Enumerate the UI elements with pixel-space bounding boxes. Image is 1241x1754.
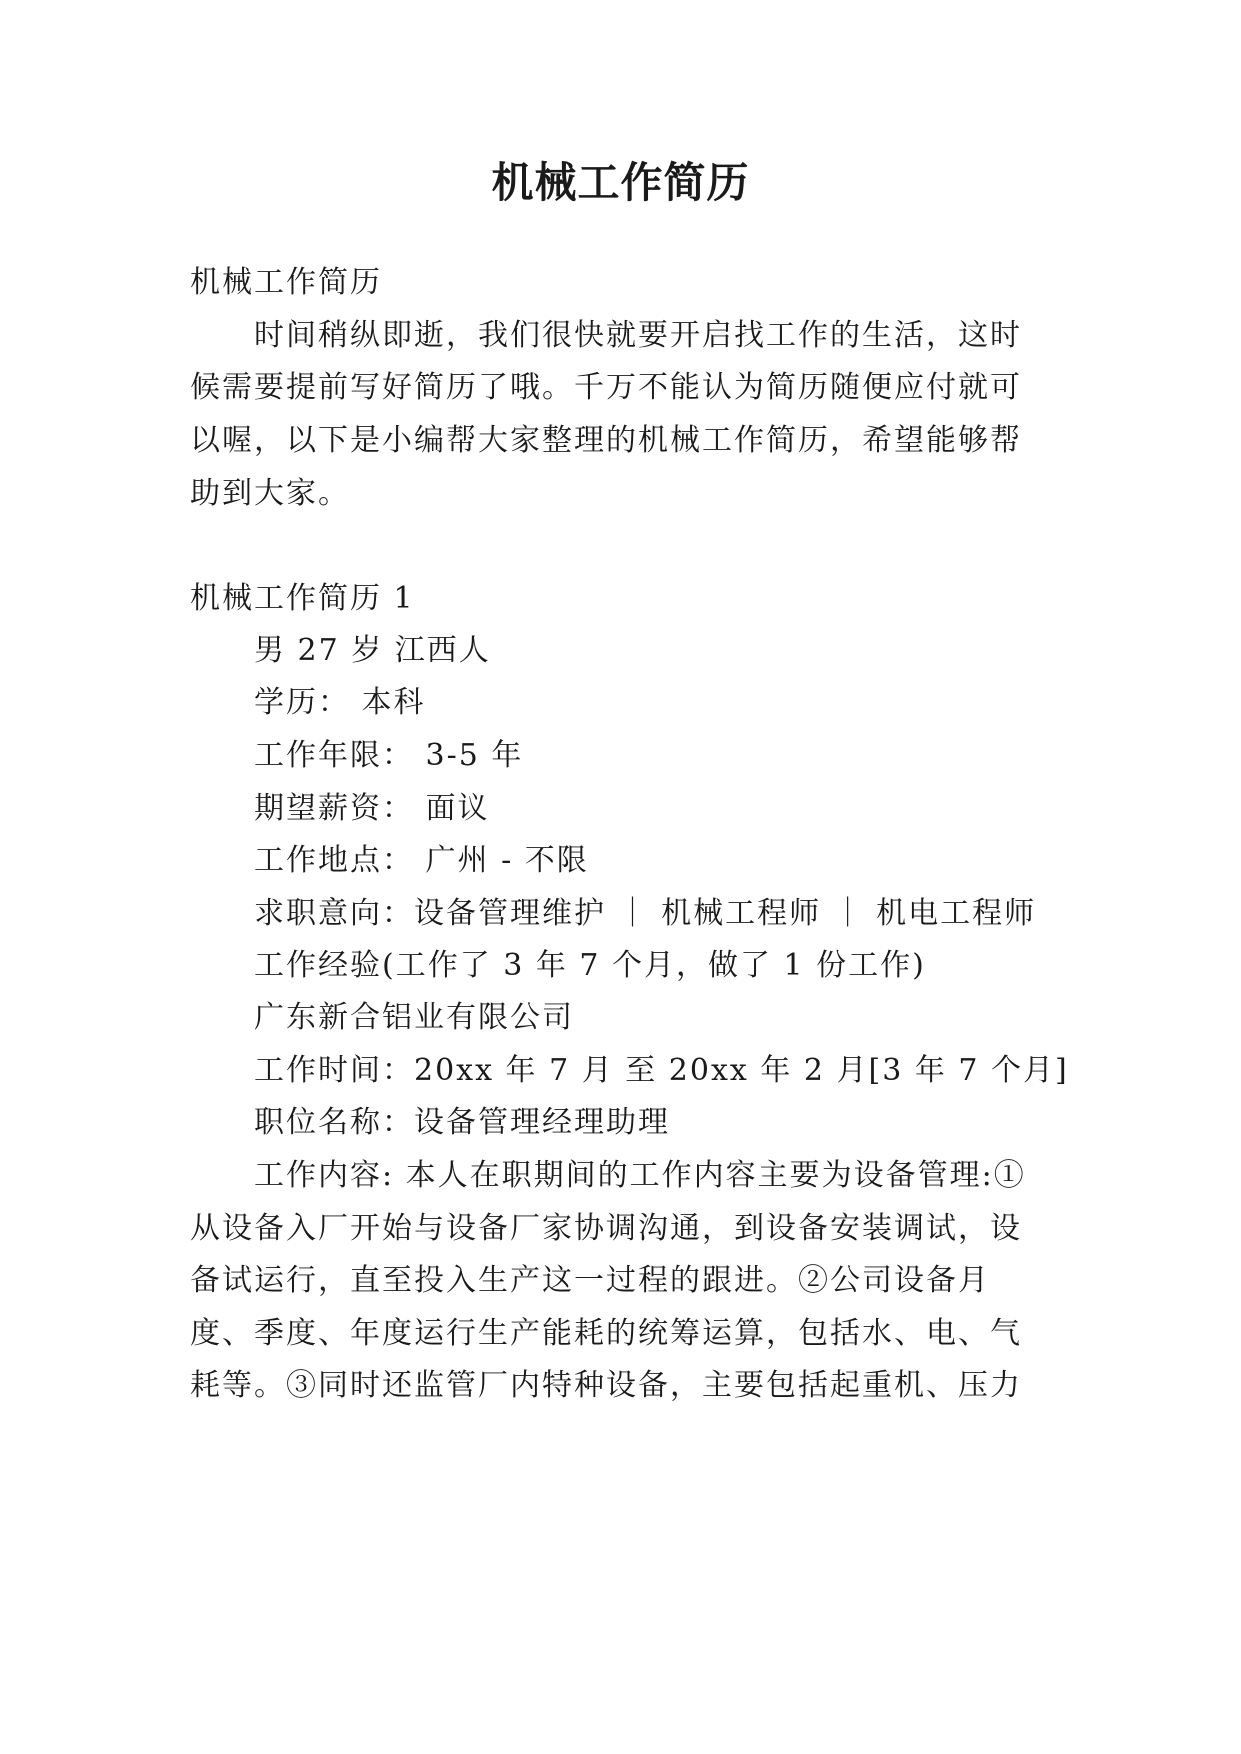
document-title: 机械工作简历 xyxy=(491,158,750,207)
content-line: 工作内容: 本人在职期间的工作内容主要为设备管理:① xyxy=(254,1158,1026,1193)
profile-line: 学历： 本科 xyxy=(254,685,426,720)
content-line: 耗等。③同时还监管厂内特种设备，主要包括起重机、压力 xyxy=(190,1368,1022,1403)
intro-line: 以喔，以下是小编帮大家整理的机械工作简历，希望能够帮 xyxy=(190,423,1022,458)
section-heading: 机械工作简历 1 xyxy=(190,581,415,616)
intro-line: 候需要提前写好简历了哦。千万不能认为简历随便应付就可 xyxy=(190,370,1022,405)
profile-line: 男 27 岁 江西人 xyxy=(254,633,491,668)
content-line: 备试运行，直至投入生产这一过程的跟进。②公司设备月 xyxy=(190,1263,990,1298)
profile-line: 职位名称：设备管理经理助理 xyxy=(254,1105,670,1140)
intro-line: 时间稍纵即逝，我们很快就要开启找工作的生活，这时 xyxy=(254,318,1022,353)
profile-line: 工作地点： 广州 - 不限 xyxy=(254,843,589,878)
profile-line: 求职意向：设备管理维护 ｜ 机械工程师 ｜ 机电工程师 xyxy=(254,896,1037,931)
content-line: 度、季度、年度运行生产能耗的统筹运算，包括水、电、气 xyxy=(190,1316,1022,1351)
profile-line: 期望薪资： 面议 xyxy=(254,791,490,826)
content-line: 从设备入厂开始与设备厂家协调沟通，到设备安装调试，设 xyxy=(190,1211,1022,1246)
profile-line: 工作年限： 3-5 年 xyxy=(254,738,524,773)
intro-line: 助到大家。 xyxy=(190,476,350,511)
document-subtitle: 机械工作简历 xyxy=(190,265,382,300)
profile-line: 工作时间：20xx 年 7 月 至 20xx 年 2 月[3 年 7 个月] xyxy=(254,1053,1069,1088)
profile-line: 广东新合铝业有限公司 xyxy=(254,1000,574,1035)
profile-line: 工作经验(工作了 3 年 7 个月，做了 1 份工作) xyxy=(254,948,926,983)
